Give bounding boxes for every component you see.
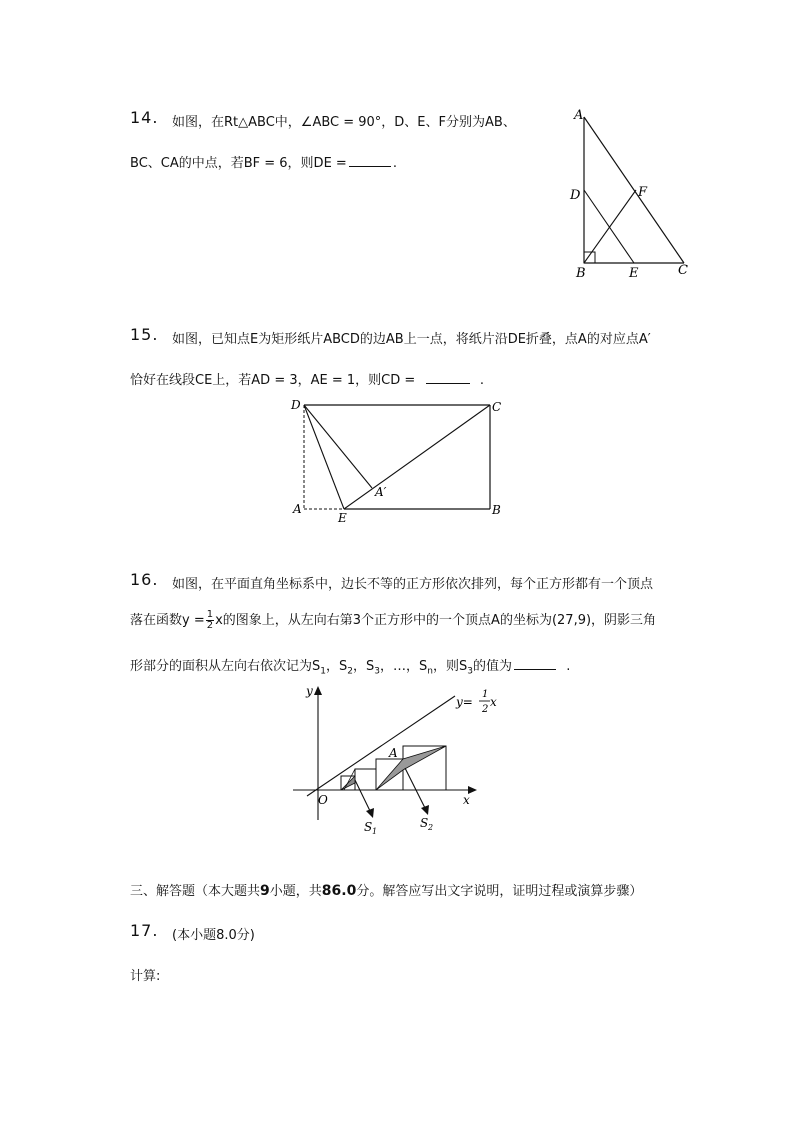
q15-label-e: E <box>338 511 347 525</box>
q14-triangle-figure <box>560 100 700 290</box>
q15-answer-blank <box>426 372 470 384</box>
q16-function-fraction <box>206 610 214 631</box>
q16-label-s1-sub: 1 <box>372 827 378 836</box>
q16-label-s1: S <box>364 820 373 834</box>
q14-line1: 如图，在Rt△ABC中，∠ABC = 90°，D、E、F分别为AB、 <box>172 115 516 130</box>
q16-sub-3b: 3 <box>467 666 473 677</box>
q16-number: 16. <box>130 570 159 589</box>
q16-arrow-s2-line <box>405 768 426 810</box>
q14-number: 14. <box>130 108 159 127</box>
q16-line3-end: . <box>566 659 571 674</box>
q16-line2 <box>130 609 656 631</box>
q16-label-a: A <box>389 746 398 760</box>
q16-sub-n: n <box>427 666 433 677</box>
q15-label-a: A <box>293 502 302 516</box>
q16-sub-2: 2 <box>347 666 353 677</box>
q16-fraction-numerator: 1 <box>206 609 214 620</box>
q16-function-label-num: 1 <box>482 689 489 700</box>
section-3-post: 分。解答应写出文字说明，证明过程或演算步骤） <box>356 884 643 899</box>
q16-sep-3: ，…，S <box>380 659 428 674</box>
q15-rectangle-figure <box>285 395 510 530</box>
section-3-score: 86.0 <box>321 883 357 899</box>
q14-line2-end: . <box>392 156 397 171</box>
q14-label-a: A <box>574 108 584 123</box>
q15-label-d: D <box>291 398 301 412</box>
q16-label-y: y <box>306 684 313 698</box>
q16-arrow-s2-head <box>421 805 429 815</box>
q16-line3-mid: ，则S <box>432 659 468 674</box>
q16-fraction-denominator: 2 <box>206 620 214 631</box>
q17-number: 17. <box>130 921 159 940</box>
q16-coordinate-figure <box>285 680 495 840</box>
q15-label-a-prime: A′ <box>375 485 387 499</box>
q16-line3 <box>130 655 570 677</box>
q16-answer-blank <box>514 658 556 670</box>
q16-label-s2-sub: 2 <box>428 823 434 832</box>
q15-line2-end: . <box>479 373 484 388</box>
q15-label-c: C <box>492 400 502 414</box>
q15-line1: 如图，已知点E为矩形纸片ABCD的边AB上一点，将纸片沿DE折叠，点A的对应点A′ <box>172 332 651 347</box>
q14-label-c: C <box>678 263 688 278</box>
q14-label-f: F <box>638 185 648 200</box>
q16-function-label-prefix: y= <box>456 695 473 709</box>
q16-line1: 如图，在平面直角坐标系中，边长不等的正方形依次排列，每个正方形都有一个顶点 <box>172 577 654 592</box>
q14-label-d: D <box>570 188 581 203</box>
q14-line2 <box>130 152 397 171</box>
q14-label-e: E <box>629 266 639 281</box>
q15-number: 15. <box>130 325 159 344</box>
q17-prompt: 计算: <box>130 969 161 984</box>
q15-label-b: B <box>492 503 501 517</box>
q16-function-label-den: 2 <box>482 704 489 715</box>
q17-score: (本小题8.0分) <box>172 928 255 943</box>
q15-segment-ec <box>344 405 490 509</box>
q16-shaded-triangle-2 <box>376 746 446 790</box>
q16-sep-1: ，S <box>326 659 348 674</box>
q16-line2-rest: x的图象上，从左向右第3个正方形中的一个顶点A的坐标为(27,9)，阴影三角 <box>215 613 657 628</box>
q16-sub-3: 3 <box>374 666 380 677</box>
q14-line2-text: BC、CA的中点，若BF = 6，则DE = <box>130 156 347 171</box>
q16-arrow-s1-line <box>355 780 371 813</box>
q16-label-origin: O <box>318 793 328 807</box>
q15-fold-line-de <box>304 405 344 509</box>
section-3-pre: 三、解答题（本大题共 <box>130 884 261 899</box>
q15-segment-da1 <box>304 405 372 488</box>
q16-sep-2: ，S <box>353 659 375 674</box>
section-3-heading <box>130 880 642 899</box>
q16-arrow-s1-head <box>366 808 374 818</box>
section-3-mid: 小题，共 <box>269 884 322 899</box>
q16-line3-mid2: 的值为 <box>472 659 512 674</box>
q16-function-label-x: x <box>490 695 497 709</box>
q15-line2 <box>130 369 484 388</box>
q16-line2-text: 落在函数y = <box>130 613 205 628</box>
q15-line2-text: 恰好在线段CE上，若AD = 3，AE = 1，则CD = <box>130 373 416 388</box>
q16-y-axis-arrow <box>314 686 322 695</box>
q16-label-s2: S <box>420 816 429 830</box>
q14-label-b: B <box>576 266 586 281</box>
section-3-count: 9 <box>260 883 270 899</box>
q16-sub-1: 1 <box>320 666 326 677</box>
q14-answer-blank <box>349 155 391 167</box>
q16-line3-text: 形部分的面积从左向右依次记为S <box>130 659 321 674</box>
q16-label-x: x <box>463 793 470 807</box>
